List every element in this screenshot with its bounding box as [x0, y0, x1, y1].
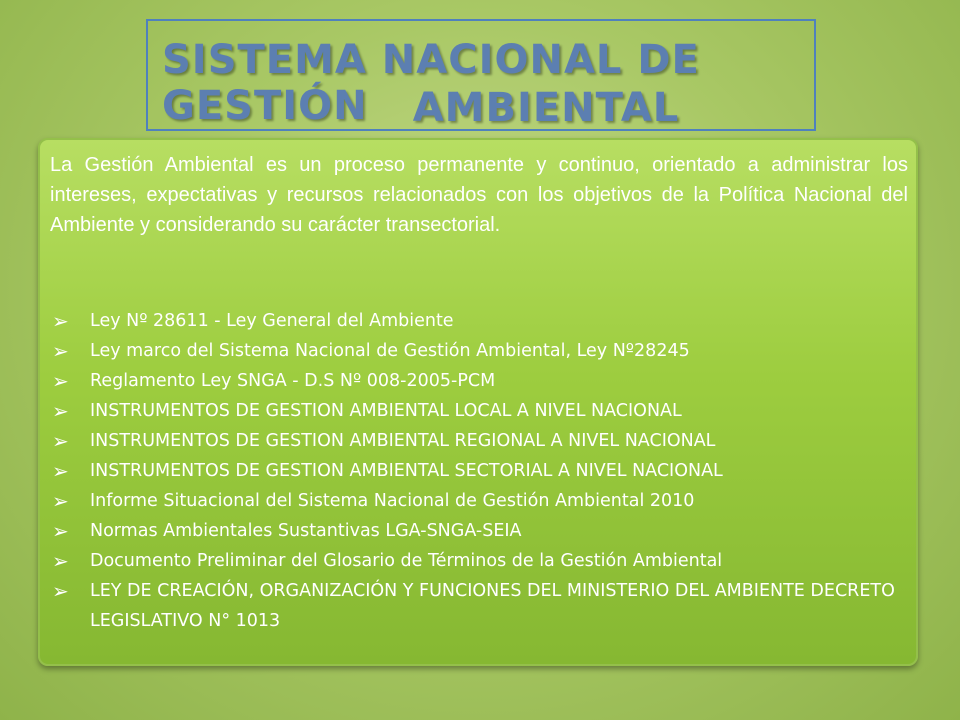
arrowhead-bullet-icon: ➢ — [52, 519, 69, 543]
list-item[interactable] — [50, 306, 910, 336]
list-item-label: INSTRUMENTOS DE GESTION AMBIENTAL REGIONAL A NIVEL NACIONAL — [90, 431, 716, 451]
list-item[interactable] — [50, 576, 910, 636]
arrowhead-bullet-icon: ➢ — [52, 309, 69, 333]
arrowhead-bullet-icon: ➢ — [52, 549, 69, 573]
content-panel — [38, 138, 918, 666]
arrowhead-bullet-icon: ➢ — [52, 339, 69, 363]
document-list — [50, 306, 910, 636]
title-box — [146, 19, 816, 131]
list-item-label: Normas Ambientales Sustantivas LGA-SNGA-SEIA — [90, 521, 522, 541]
list-item-label: Informe Situacional del Sistema Nacional de Gestión Ambiental 2010 — [90, 491, 695, 511]
page-title-line-1: SISTEMA NACIONAL DE GESTIÓN — [162, 37, 700, 129]
list-item-label: INSTRUMENTOS DE GESTION AMBIENTAL LOCAL A NIVEL NACIONAL — [90, 401, 682, 421]
list-item-label: INSTRUMENTOS DE GESTION AMBIENTAL SECTORIAL A NIVEL NACIONAL — [90, 461, 723, 481]
list-item[interactable] — [50, 486, 910, 516]
arrowhead-bullet-icon: ➢ — [52, 429, 69, 453]
list-item-label: Ley Nº 28611 - Ley General del Ambiente — [90, 311, 454, 331]
arrowhead-bullet-icon: ➢ — [52, 459, 69, 483]
list-item[interactable] — [50, 396, 910, 426]
list-item[interactable] — [50, 336, 910, 366]
list-item-label: Reglamento Ley SNGA - D.S Nº 008-2005-PCM — [90, 371, 496, 391]
list-item-label: LEY DE CREACIÓN, ORGANIZACIÓN Y FUNCIONES DEL MINISTERIO DEL AMBIENTE DECRETO LEGISLATIVO N° 1013 — [90, 581, 895, 631]
arrowhead-bullet-icon: ➢ — [52, 399, 69, 423]
list-item-label: Ley marco del Sistema Nacional de Gestión Ambiental, Ley Nº28245 — [90, 341, 690, 361]
list-item[interactable] — [50, 516, 910, 546]
arrowhead-bullet-icon: ➢ — [52, 489, 69, 513]
list-item-label: Documento Preliminar del Glosario de Términos de la Gestión Ambiental — [90, 551, 723, 571]
list-item[interactable] — [50, 426, 910, 456]
list-item[interactable] — [50, 456, 910, 486]
list-item[interactable] — [50, 366, 910, 396]
intro-paragraph: La Gestión Ambiental es un proceso permanente y continuo, orientado a administrar los intereses, expectativas y recursos relacionados con los objetivos de la Política Nacional del Ambiente y considerando su carácter transectorial. — [50, 154, 908, 236]
page-title-line-2: AMBIENTAL — [412, 85, 680, 131]
arrowhead-bullet-icon: ➢ — [52, 369, 69, 393]
arrowhead-bullet-icon: ➢ — [52, 579, 69, 603]
list-item[interactable] — [50, 546, 910, 576]
